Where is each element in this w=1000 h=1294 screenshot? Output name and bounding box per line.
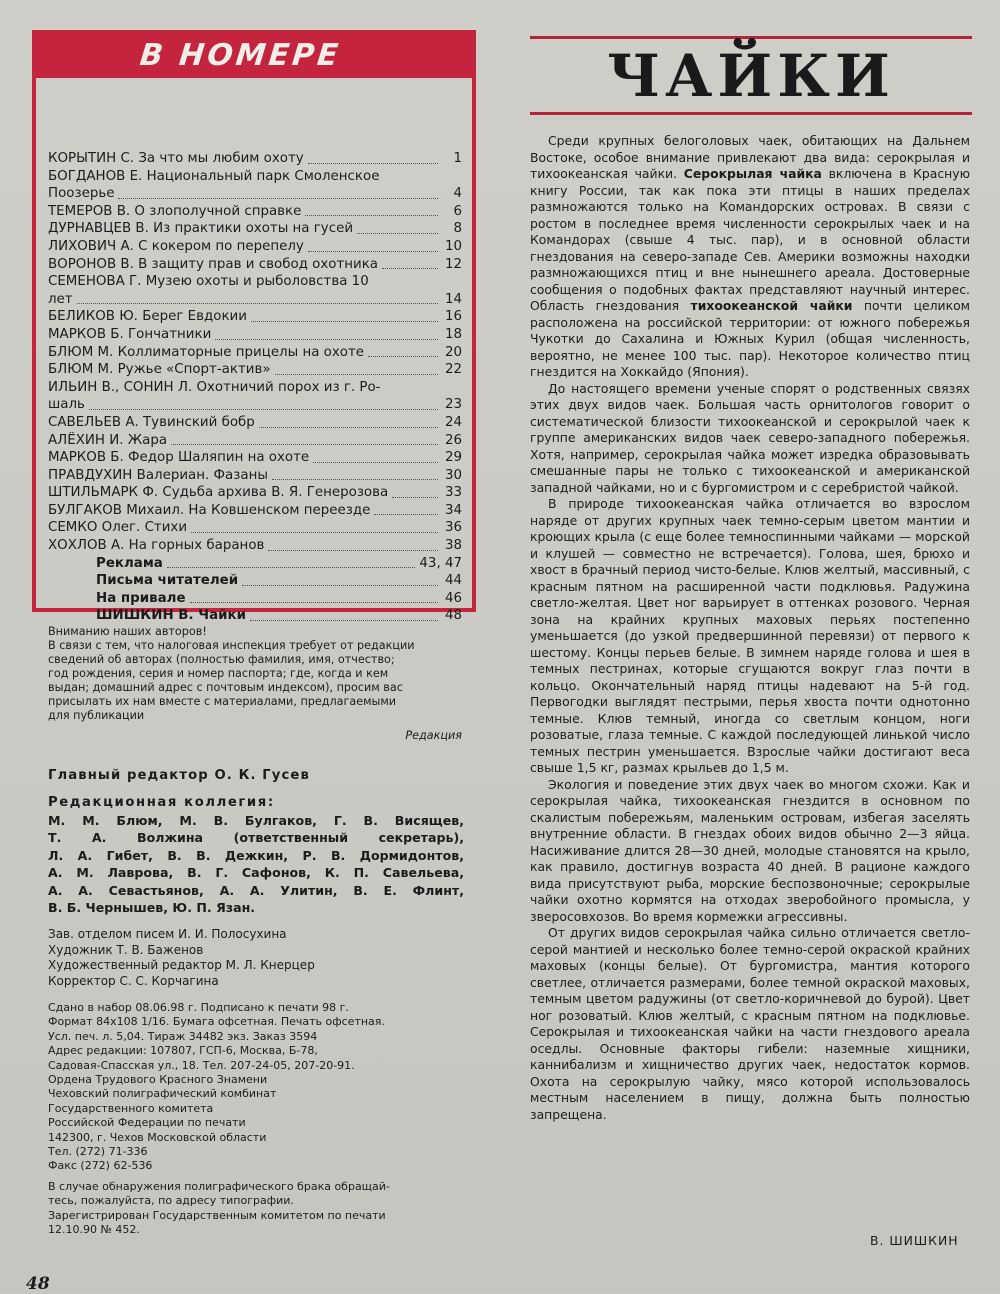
board-line: М. М. Блюм, М. В. Булгаков, Г. В. Висящев, [48,813,464,828]
toc-leader [305,215,438,216]
print-line: Адрес редакции: 107807, ГСП-6, Москва, Б-78, [48,1044,318,1058]
toc-leader [313,462,438,463]
toc-leader [118,198,438,199]
toc-page: 26 [444,432,462,448]
toc-title-text: Музею охоты и рыболовства 10 [145,274,369,290]
print-line: Государственного комитета [48,1101,214,1115]
board-line: Л. А. Гибет, В. В. Дежкин, Р. В. Дормидонтов, [48,847,464,863]
toc-entry [48,361,462,379]
toc-title-text: Стихи [144,520,188,536]
toc-leader [374,514,438,515]
title-rule-bottom [530,112,972,115]
toc-entry-continued [48,291,462,309]
toc-title-text: Берег Евдокии [142,309,247,325]
article-title: ЧАЙКИ [607,42,895,110]
toc-page: 1 [453,151,462,166]
article-text: включена в Красную книгу России, так как пока эти птицы в наших пределах размножаются только на Командорских островах. В связи с ростом в последнее время численности серокрылых чаек и на Командорах (свыше 4 тыс. пар), и в основной области гнездования на северо-западе Сев. Америки возможны находки размножающихся птиц и вне нынешнего ареала. Достоверные сообщения о подобных фактах представляют научный интерес. Область гнездования [530,166,971,313]
toc-entry [48,344,462,362]
toc-title-text: Национальный парк Смоленское [146,168,380,184]
toc-entry-text [48,238,304,256]
print-details [48,1001,468,1174]
article-text: почти целиком расположена на российской территории: от южного побережья Чукотки до Сахалина и Южных Курил (общая численность, вероятно, не менее 100 тыс. пар). Некоторое количество птиц гнездится на Хоккайдо (Япония). [530,298,971,379]
toc-entry-text [48,326,211,344]
toc-title-text: На горных баранов [128,538,265,554]
toc-entry-text [48,168,379,186]
toc-author: БУЛГАКОВ Михаил. [48,502,185,518]
toc-leader [392,497,438,498]
toc-leader [368,356,438,357]
toc-entry [48,168,462,186]
toc-entry [48,379,462,397]
toc-page: 48 [444,608,462,624]
toc-author: СЕМЕНОВА Г. [48,274,142,290]
toc-entry [48,256,462,274]
toc-title-cont: Поозерье [48,186,115,202]
toc-author: МАРКОВ Б. [48,450,124,466]
toc-author: ЛИХОВИЧ А. [48,238,134,254]
article-body [530,133,970,1123]
toc-leader [275,374,438,375]
toc-author: ШТИЛЬМАРК Ф. [48,485,159,501]
notice-line: В связи с тем, что налоговая инспекция требует от редакции [48,639,415,652]
toc-page: 33 [444,485,462,501]
toc-page: 18 [444,326,462,342]
toc-entry-text [48,484,388,502]
toc-entry-text [48,537,264,555]
toc-entry [48,150,462,168]
board-line: В. Б. Чернышев, Ю. П. Язан. [48,900,256,916]
article-paragraph [530,381,970,497]
toc-entry-text [48,220,353,238]
chief-editor: Главный редактор О. К. Гусев [48,768,310,783]
staff-line: Художник Т. В. Баженов [48,942,204,957]
toc-title-text: О злополучной справке [134,203,302,219]
notice-line: год рождения, серия и номер паспорта; где, когда и кем [48,667,389,680]
toc-author: КОРЫТИН С. [48,151,135,166]
toc-leader [242,585,438,586]
toc-author: САВЕЛЬЕВ А. [48,414,139,430]
toc-entry [48,432,462,450]
notice-line: для публикации [48,709,145,722]
toc-leader [250,620,438,621]
notice-line: выдан; домашний адрес с почтовым индексом), просим вас [48,681,403,694]
article-text: Экология и поведение этих двух чаек во многом схожи. Как и серокрылая чайка, тихоокеанская гнездится в основном по скалистым побережьям, маленьким островам, избегая заселять внутренние области. В гнездах обоих видов обычно 2—3 яйца. Насиживание длится 28—30 дней, молодые становятся на крыло, как правило, достигнув возраста 40 дней. В рационе каждого вида присутствуют рыба, морские беспозвоночные; серокрылые чайки охотно кормятся на отходах зверобойного промысла, у зверосовхозов. Во время кормежки агрессивны. [530,776,970,924]
article-paragraph [530,925,970,1123]
toc-title-text: Судьба архива В. Я. Генерозова [162,485,389,501]
toc-leader [191,532,438,533]
toc-title-text: Федор Шаляпин на охоте [128,450,310,466]
editorial-board-title: Редакционная коллегия: [48,795,275,810]
toc-entry [48,449,462,467]
toc-page: 46 [444,590,462,606]
notice-line: Вниманию наших авторов! [48,625,207,638]
toc-sub-title: Реклама [96,555,163,571]
toc-author: ИЛЬИН В., СОНИН Л. [48,379,193,395]
staff-line: Корректор С. С. Корчагина [48,973,219,988]
defect-line: Зарегистрирован Государственным комитетом по печати [48,1208,386,1222]
print-line: Сдано в набор 08.06.98 г. Подписано к печати 98 г. [48,1001,349,1014]
toc-page: 29 [444,450,462,466]
toc-entry [48,220,462,238]
toc-page: 36 [444,520,462,536]
toc-page: 23 [444,397,462,413]
title-rule-top [530,36,972,39]
toc-page: 14 [444,291,462,307]
toc-author: ДУРНАВЦЕВ В. [48,221,149,237]
toc-entry [48,308,462,326]
toc-page: 30 [444,467,462,483]
notice-line: присылать их нам вместе с материалами, предлагаемыми [48,695,397,708]
toc-entry-text [48,344,364,362]
toc-page: 12 [444,256,462,272]
article-paragraph [530,496,970,777]
toc-page: 24 [444,414,462,430]
toc-page: 20 [444,344,462,360]
toc-title-text: Ружье «Спорт-актив» [117,362,271,378]
page-number: 48 [26,1274,50,1294]
defect-line: 12.10.90 № 452. [48,1223,140,1237]
authors-notice [48,625,462,743]
toc-author: ХОХЛОВ А. [48,538,125,554]
toc-leader [382,268,438,269]
toc-entry-text [48,203,301,221]
toc-entry-text [48,308,247,326]
toc-entry [48,467,462,485]
toc-entry [48,203,462,221]
editorial-staff [48,927,468,989]
defect-line: тесь, пожалуйста, по адресу типографии. [48,1194,294,1208]
toc-entry-text [48,519,187,537]
toc-author: ВОРОНОВ В. [48,256,134,272]
toc-leader [308,251,438,252]
toc-leader [272,479,438,480]
toc-sub-entry [48,590,462,608]
toc-title-text: За что мы любим охоту [138,151,304,166]
toc-title-text: Жара [127,432,168,448]
toc-leader [357,233,438,234]
toc-page: 34 [444,502,462,518]
toc-leader [89,409,438,410]
toc-leader [268,550,438,551]
toc-leader [167,567,416,568]
toc-title: В НОМЕРЕ [138,38,343,73]
toc-entry-text [48,432,167,450]
print-line: Ордена Трудового Красного Знамени [48,1073,268,1087]
print-line: Чеховский полиграфический комбинат [48,1087,277,1101]
toc-author: БОГДАНОВ Е. [48,168,143,184]
print-line: Российской Федерации по печати [48,1116,246,1130]
toc-entry [48,414,462,432]
toc-page: 16 [444,309,462,325]
staff-line: Зав. отделом писем И. И. Полосухина [48,927,287,941]
toc-author: ТЕМЕРОВ В. [48,203,131,219]
print-line: Формат 84х108 1/16. Бумага офсетная. Печать офсетная. [48,1015,385,1029]
toc-entry-text [48,467,268,485]
toc-title-text: С кокером по перепелу [138,238,304,254]
toc-entry-text [48,449,309,467]
defect-line: В случае обнаружения полиграфического брака обращай- [48,1180,390,1193]
print-line: 142300, г. Чехов Московской области [48,1130,267,1144]
toc-list [48,150,462,625]
toc-title-text: Из практики охоты на гусей [153,221,354,237]
article-highlight: тихоокеанской чайки [690,298,853,313]
toc-entry-text [48,414,255,432]
toc-entry-text [48,256,378,274]
toc-sub-entry [48,555,462,573]
toc-entry [48,238,462,256]
toc-page: 44 [444,573,462,589]
toc-title-text: Коллиматорные прицелы на охоте [117,344,365,360]
toc-page: 22 [444,362,462,378]
toc-leader [190,602,438,603]
toc-sub-entry [48,572,462,590]
staff-line: Художественный редактор М. Л. Кнерцер [48,958,315,973]
article-byline: В. ШИШКИН [870,1233,959,1248]
board-line: Т. А. Волжина (ответственный секретарь), [48,830,464,846]
notice-line: сведений об авторах (полностью фамилия, имя, отчество; [48,653,395,666]
toc-sub-entry [48,607,462,625]
toc-title-text: Тувинский бобр [143,414,255,430]
toc-author: БЕЛИКОВ Ю. [48,309,138,325]
article-highlight: Серокрылая чайка [683,166,822,181]
toc-sub-title: На привале [96,590,186,606]
toc-leader [308,163,438,164]
print-line: Усл. печ. л. 5,04. Тираж 34482 экз. Заказ 3594 [48,1029,318,1043]
toc-author: БЛЮМ М. [48,344,114,360]
article-text: В природе тихоокеанская чайка отличается во взрослом наряде от других крупных чаек темно-серым цветом мантии и кроющих крыла (с еще более темноспинными чайками — морской и клушей — совместно не встречается). Голова, шея, брюхо и хвост в брачный период чисто-белые. Клюв желтый, массивный, с красным пятном на расширенной части подклювья. Радужина светло-желтая. Цвет ног варьирует в оттенках розового. Черная зона на крайних крупных маховых перьях постепенно уменьшается (до узкой предвершинной перевязи) от первого к шестому. Концы перьев белые. В зимнем наряде голова и шея в темных пестринах, которые сгущаются вокруг глаз почти в кольцо. Окончательный наряд птицы надевают на 5-й год. Первогодки выглядят пестрыми, перья хвоста почти однотонно темные. Клюв темный, иногда со светлым концом, ноги розоватые, глаза темные. С каждой последующей линькой число темных пестрин уменьшается. Взрослые чайки достигают веса свыше 1,5 кг, размах крыльев до 1,5 м. [530,496,970,775]
toc-page: 10 [444,238,462,254]
article-text: До настоящего времени ученые спорят о родственных связях этих двух видов чаек. Большая часть орнитологов говорит о систематической близости тихоокеанской и серокрылой чаек к группе американских видов чаек северо-западного побережья. Хотя, например, серокрылая чайка может изредка образовывать смешанные пары не только с тихоокеанской и американской западной чайками, но и с бургомистром и с серебристой чайкой. [530,380,970,495]
article-paragraph [530,777,970,926]
toc-author: СЕМКО Олег. [48,520,141,536]
toc-entry [48,484,462,502]
toc-title-text: Фазаны [213,467,268,483]
article-paragraph [530,133,970,381]
toc-title-cont: лет [48,291,73,307]
toc-page: 8 [453,221,462,237]
toc-entry-continued [48,396,462,414]
toc-entry [48,273,462,291]
toc-leader [259,427,438,428]
toc-sub-title: ШИШКИН В. Чайки [96,608,246,624]
toc-title-text: Охотничий порох из г. Ро- [196,379,381,395]
toc-page: 43, 47 [419,555,462,571]
toc-title-text: В защиту прав и свобод охотника [138,256,379,272]
toc-title-text: На Ковшенском переезде [188,502,371,518]
toc-title-cont: шаль [48,397,85,413]
toc-leader [77,303,438,304]
toc-entry-continued [48,185,462,203]
board-line: А. А. Севастьянов, А. А. Улитин, В. Е. Флинт, [48,882,464,898]
toc-entry [48,537,462,555]
toc-entry-text [48,361,271,379]
print-line: Тел. (272) 71-336 [48,1145,148,1159]
article-text: Среди крупных белоголовых чаек, обитающих на Дальнем Востоке, особое внимание привлекают два вида: серокрылая и тихоокеанская чайки. [530,133,970,181]
toc-entry-text [48,379,381,397]
toc-page: 4 [453,186,462,202]
toc-author: БЛЮМ М. [48,362,114,378]
toc-author: ПРАВДУХИН Валериан. [48,467,210,483]
defect-notice [48,1180,468,1238]
toc-entry-text [48,150,304,168]
toc-author: МАРКОВ Б. [48,326,124,342]
toc-author: АЛЁХИН И. [48,432,124,448]
notice-signature: Редакция [405,729,462,742]
print-line: Садовая-Спасская ул., 18. Тел. 207-24-05, 207-20-91. [48,1058,355,1072]
toc-entry [48,326,462,344]
print-line: Факс (272) 62-536 [48,1159,153,1173]
toc-leader [215,339,438,340]
toc-page: 6 [453,203,462,219]
article-text: От других видов серокрылая чайка сильно отличается светло-серой мантией и несколько более темно-серой окраской крайних маховых (концы белые). От бургомистра, мантия которого светлее, отличается размерами, более темной окраской маховых, темным цветом радужины (от светло-коричневой до бурой). Цвет ног розоватый. Клюв желтый, с красным пятном на подклювье. Серокрылая и тихоокеанская чайки на части гнездового ареала оседлы. Основные факторы гибели: наземные хищники, каннибализм и хищничество других чаек, недостаток кормов. Охота на серокрылую чайку, мясо которой использовалось местным населением в пищу, должна быть полностью запрещена. [530,925,970,1122]
toc-title-text: Гончатники [128,326,212,342]
editorial-board-list [48,812,464,916]
toc-page: 38 [444,538,462,554]
toc-entry-text [48,502,370,520]
board-line: А. М. Лаврова, В. Г. Сафонов, К. П. Савельева, [48,865,464,881]
toc-leader [251,321,438,322]
toc-entry-text [48,273,369,291]
toc-entry [48,502,462,520]
toc-sub-title: Письма читателей [96,573,239,589]
toc-leader [171,444,438,445]
toc-entry [48,519,462,537]
